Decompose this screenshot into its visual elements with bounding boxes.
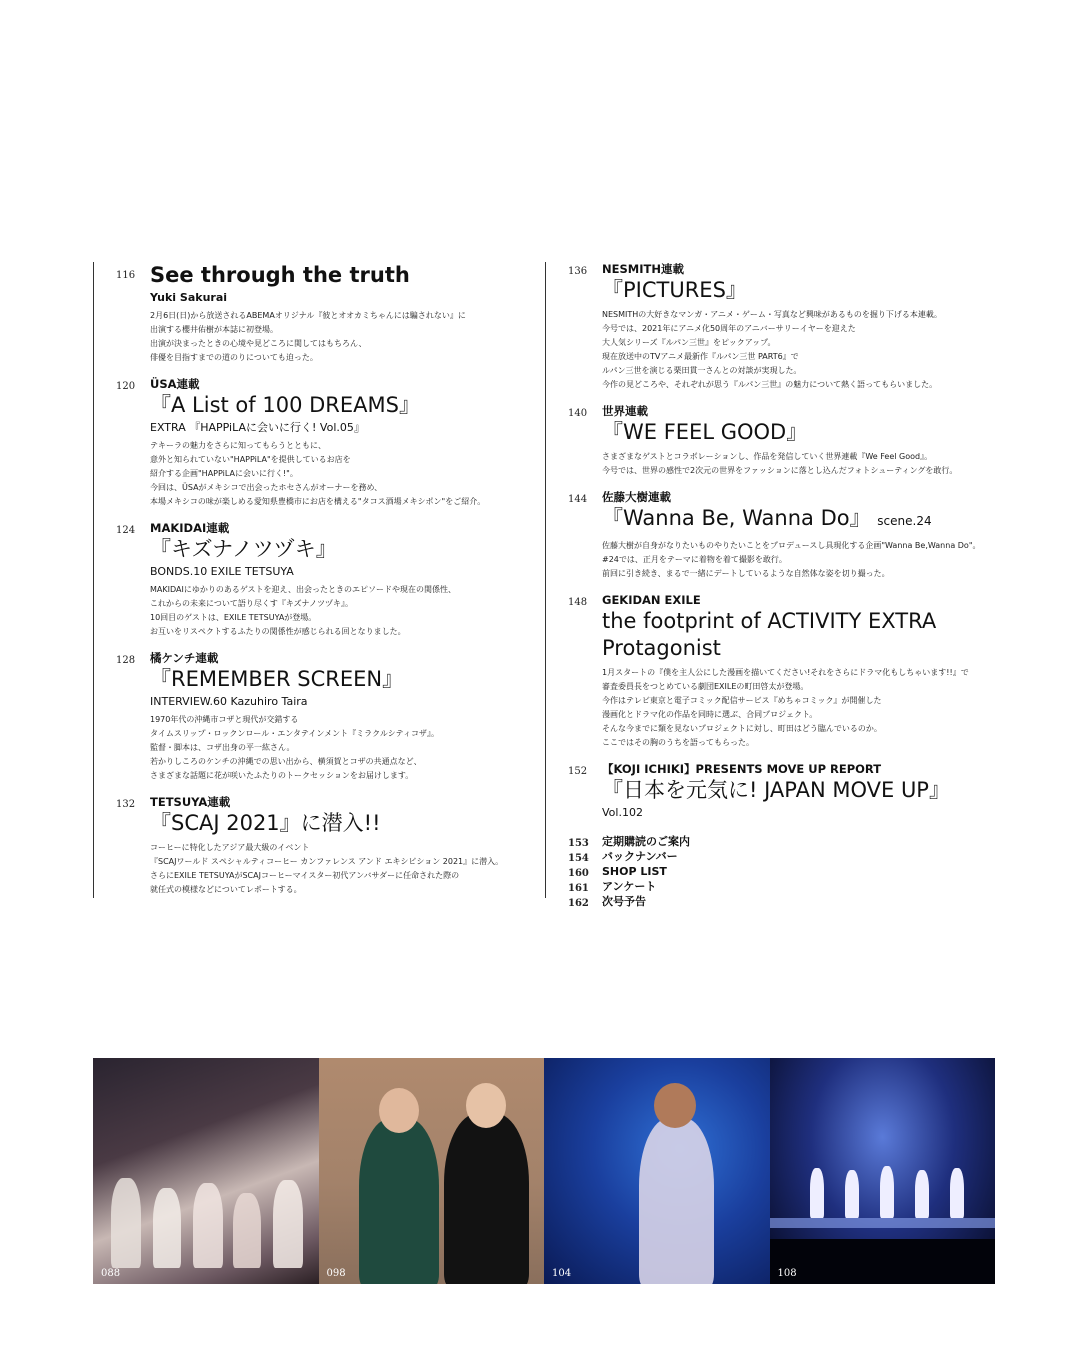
description-line: 紹介する企画"HAPPiLAに会いに行く!"。: [150, 469, 298, 478]
entry-subtitle: EXTRA 『HAPPiLAに会いに行く! Vol.05』: [150, 421, 365, 434]
series-label: 橘ケンチ連載: [150, 651, 219, 665]
entry-description: [602, 450, 1026, 478]
page-number: 148: [568, 597, 588, 608]
toc-entry[interactable]: [546, 490, 1026, 581]
photo-singer-stage[interactable]: [544, 1058, 770, 1284]
page-number: 128: [116, 655, 136, 666]
description-line: 本場メキシコの味が楽しめる愛知県豊橋市にお店を構える"タコス酒場メキシポン"をご紹介。: [150, 497, 486, 506]
misc-page-row[interactable]: [546, 834, 1026, 849]
description-line: MAKIDAIにゆかりのあるゲストを迎え、出会ったときのエピソードや現在の関係性、: [150, 585, 456, 594]
page-number: 161: [568, 883, 589, 894]
description-line: 監督・脚本は、コザ出身の平一紘さん。: [150, 743, 295, 752]
description-line: 『SCAJワールド スペシャルティコーヒー カンファレンス アンド エキシビション 2021』に潜入。: [150, 857, 504, 866]
description-line: 漫画化とドラマ化の作品を同時に選ぶ、合同プロジェクト。: [602, 710, 818, 719]
misc-page-label: 定期購読のご案内: [602, 835, 690, 848]
description-line: 現在放送中のTVアニメ最新作『ルパン三世 PART6』で: [602, 352, 799, 361]
series-label: GEKIDAN EXILE: [602, 593, 701, 607]
toc-entry[interactable]: [94, 795, 529, 897]
entry-title: 『A List of 100 DREAMS』: [150, 393, 420, 417]
description-line: タイムスリップ・ロックンロール・エンタテインメント『ミラクルシティコザ』。: [150, 729, 439, 738]
page-number: 124: [116, 525, 136, 536]
entry-description: [150, 841, 529, 897]
description-line: 1970年代の沖縄市コザと現代が交錯する: [150, 715, 299, 724]
photo-strip: [93, 1058, 995, 1284]
page-number: 140: [568, 408, 588, 419]
description-line: 大人気シリーズ『ルパン三世』をピックアップ。: [602, 338, 776, 347]
description-line: お互いをリスペクトするふたりの関係性が感じられる回となりました。: [150, 627, 406, 636]
photo-concert-stage[interactable]: [770, 1058, 996, 1284]
entry-subtitle: Vol.102: [602, 806, 643, 819]
entry-title: 『PICTURES』: [602, 278, 747, 302]
description-line: 審査委員長をつとめている劇団EXILEの町田啓太が登場。: [602, 682, 809, 691]
description-line: そんな今までに類を見ないプロジェクトに対し、町田はどう臨んでいるのか。: [602, 724, 882, 733]
photo-page-number: 104: [552, 1268, 572, 1279]
series-label: 【KOJI ICHIKI】PRESENTS MOVE UP REPORT: [602, 762, 882, 776]
entry-subtitle: BONDS.10 EXILE TETSUYA: [150, 565, 294, 578]
toc-entry[interactable]: [94, 651, 529, 783]
entry-title: 『Wanna Be, Wanna Do』 scene.24: [602, 506, 932, 530]
description-line: コーヒーに特化したアジア最大級のイベント: [150, 843, 310, 852]
misc-page-row[interactable]: [546, 849, 1026, 864]
misc-pages-list: [546, 834, 1026, 909]
entry-description: [150, 309, 529, 365]
description-line: これからの未来について語り尽くす『キズナノツヅキ』。: [150, 599, 353, 608]
description-line: 1月スタートの『僕を主人公にした漫画を描いてください!それをさらにドラマ化もしちゃいます!!』で: [602, 668, 969, 677]
entry-title: 『日本を元気に! JAPAN MOVE UP』: [602, 778, 950, 802]
misc-page-label: アンケート: [602, 880, 657, 893]
photo-page-number: 098: [326, 1268, 346, 1279]
page-number: 153: [568, 838, 589, 849]
page-number: 136: [568, 266, 588, 277]
misc-page-row[interactable]: [546, 864, 1026, 879]
description-line: 出演が決まったときの心境や見どころに関してはもちろん、: [150, 339, 367, 348]
entry-title-suffix: scene.24: [877, 514, 932, 528]
entry-subtitle: Yuki Sakurai: [150, 291, 228, 304]
entry-description: [602, 666, 1026, 750]
description-line: 佐藤大樹が自身がなりたいものやりたいことをプロデュースし具現化する企画"Wanna Be,Wanna Do"。: [602, 541, 981, 550]
page-number: 152: [568, 766, 588, 777]
misc-page-label: SHOP LIST: [602, 865, 667, 878]
entry-title-line2: Protagonist: [602, 636, 721, 660]
series-label: NESMITH連載: [602, 262, 684, 276]
misc-page-label: 次号予告: [602, 895, 646, 908]
description-line: 2月6日(日)から放送されるABEMAオリジナル『彼とオオカミちゃんには騙されない』に: [150, 311, 466, 320]
page-number: 120: [116, 381, 136, 392]
entry-description: [150, 583, 529, 639]
toc-entry[interactable]: [94, 262, 529, 365]
page-number: 154: [568, 853, 589, 864]
toc-left-column: [93, 262, 529, 898]
page-number: 116: [116, 270, 136, 281]
entry-title: 『SCAJ 2021』に潜入!!: [150, 811, 381, 835]
entry-description: [150, 713, 529, 783]
entry-title: See through the truth: [150, 263, 410, 287]
description-line: 就任式の模様などについてレポートする。: [150, 885, 302, 894]
toc-entry[interactable]: [546, 762, 1026, 820]
page-number: 132: [116, 799, 136, 810]
series-label: 佐藤大樹連載: [602, 490, 671, 504]
entry-title: 『REMEMBER SCREEN』: [150, 667, 404, 691]
description-line: 出演する櫻井佑樹が本誌に初登場。: [150, 325, 278, 334]
description-line: さまざまなゲストとコラボレーションし、作品を発信していく世界連載『We Feel Good』。: [602, 452, 933, 461]
description-line: 俳優を目指すまでの道のりについても迫った。: [150, 353, 318, 362]
description-line: 今号では、世界の感性で2次元の世界をファッションに落とし込んだフォトシューティングを敢行。: [602, 466, 958, 475]
photo-group-studio[interactable]: [93, 1058, 319, 1284]
entry-title: 『キズナノツヅキ』: [150, 537, 337, 561]
page-number: 160: [568, 868, 589, 879]
description-line: ここではその胸のうちを語ってもらった。: [602, 738, 754, 747]
toc-entry[interactable]: [94, 377, 529, 509]
photo-page-number: 088: [101, 1268, 121, 1279]
description-line: 今号では、2021年にアニメ化50周年のアニバーサリーイヤーを迎えた: [602, 324, 856, 333]
entry-title: 『WE FEEL GOOD』: [602, 420, 808, 444]
entry-title: the footprint of ACTIVITY EXTRA: [602, 609, 937, 633]
description-line: 10回目のゲストは、EXILE TETSUYAが登場。: [150, 613, 317, 622]
misc-page-label: バックナンバー: [602, 850, 678, 863]
photo-page-number: 108: [777, 1268, 797, 1279]
page-number: 162: [568, 898, 589, 909]
series-label: TETSUYA連載: [150, 795, 231, 809]
misc-page-row[interactable]: [546, 879, 1026, 894]
entry-subtitle: INTERVIEW.60 Kazuhiro Taira: [150, 695, 308, 708]
toc-entry[interactable]: [546, 404, 1026, 478]
photo-duo-portrait[interactable]: [319, 1058, 545, 1284]
series-label: ÜSA連載: [150, 377, 200, 391]
description-line: 若かりしころのケンチの沖縄での思い出から、横須賀とコザの共通点など、: [150, 757, 422, 766]
entry-description: [150, 439, 529, 509]
description-line: テキーラの魅力をさらに知ってもらうとともに、: [150, 441, 326, 450]
entry-description: [602, 539, 1026, 581]
misc-page-row[interactable]: [546, 894, 1026, 909]
description-line: 前回に引き続き、まるで一緒にデートしているような自然体な姿を切り撮った。: [602, 569, 890, 578]
toc-entry[interactable]: [546, 593, 1026, 750]
series-label: MAKIDAI連載: [150, 521, 230, 535]
description-line: 意外と知られていない"HAPPiLA"を提供しているお店を: [150, 455, 351, 464]
entry-description: [602, 308, 1026, 392]
description-line: NESMITHの大好きなマンガ・アニメ・ゲーム・写真など興味があるものを掘り下げる本連載。: [602, 310, 942, 319]
page-number: 144: [568, 494, 588, 505]
description-line: ルパン三世を演じる栗田貫一さんとの対談が実現した。: [602, 366, 802, 375]
series-label: 世界連載: [602, 404, 648, 418]
description-line: #24では、正月をテーマに着物を着て撮影を敢行。: [602, 555, 787, 564]
toc-entry[interactable]: [94, 521, 529, 639]
description-line: さまざまな話題に花が咲いたふたりのトークセッションをお届けします。: [150, 771, 414, 780]
description-line: 今作はテレビ東京と電子コミック配信サービス『めちゃコミック』が開催した: [602, 696, 882, 705]
toc-entry[interactable]: [546, 262, 1026, 392]
description-line: さらにEXILE TETSUYAがSCAJコーヒーマイスター初代アンバサダーに任命された際の: [150, 871, 460, 880]
toc-right-column: [545, 262, 1026, 909]
description-line: 今作の見どころや、それぞれが思う『ルパン三世』の魅力について熱く語ってもらいました。: [602, 380, 938, 389]
description-line: 今回は、ÜSAがメキシコで出会ったホセさんがオーナーを務め、: [150, 483, 383, 492]
